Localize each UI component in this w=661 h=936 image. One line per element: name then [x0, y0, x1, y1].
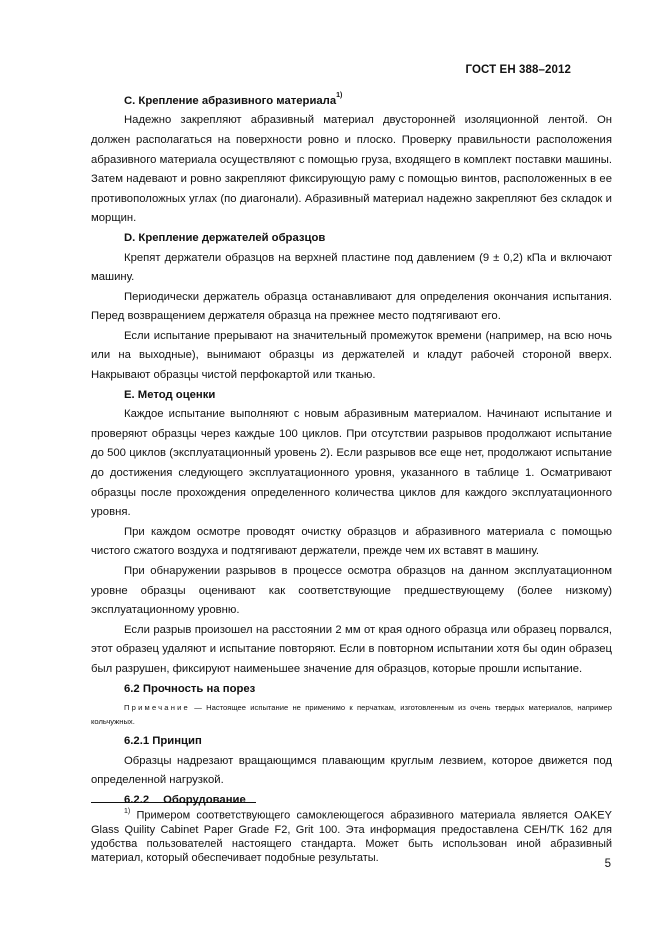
page-body: [91, 88, 612, 811]
footnote-divider: [91, 802, 256, 803]
section-c-heading: [91, 88, 612, 111]
section-6-2-1-heading: 6.2.1 Принцип: [124, 735, 202, 748]
footnote-mark: 1): [124, 808, 131, 815]
section-d-paragraph-3: Если испытание прерывают на значительный промежуток времени (например, на всю ночь или на выходные), вынимают образцы из держателей и кладут рабочей стороной вверх. Накрывают образцы чистой перфокартой или тканью.: [91, 329, 612, 382]
footnote: [91, 806, 612, 865]
section-c-title: С. Крепление абразивного материала: [124, 94, 337, 107]
section-d-heading: D. Крепление держателей образцов: [124, 231, 326, 244]
section-e-paragraph-4: Если разрыв произошел на расстоянии 2 мм от края одного образца или образец порвался, этот образец удаляют и испытание повторяют. Если в повторном испытании хотя бы один образец был разрушен, фиксируют наименьшее значение для образцов, которые прошли испытание.: [91, 623, 612, 675]
document-code: ГОСТ ЕН 388–2012: [465, 64, 571, 76]
page-number: 5: [604, 858, 611, 870]
section-c-paragraph: Надежно закрепляют абразивный материал двусторонней изоляционной лентой. Он должен располагаться на поверхности ровно и плоско. Проверку правильности расположения абразивного материала осуществляют с помощью груза, входящего в комплект поставки машины. Затем надевают и ровно закрепляют фиксирующую раму с помощью винтов, расположенных в ее противоположных углах (по диагонали). Абразивный материал надежно закрепляют без складок и морщин.: [91, 114, 612, 225]
section-6-2-2-number: 6.2.2: [124, 793, 150, 806]
section-e-paragraph-2: При каждом осмотре проводят очистку образцов и абразивного материала с помощью чистого сжатого воздуха и подтягивают держатели, прежде чем их вставят в машину.: [91, 525, 612, 558]
section-d-paragraph-2: Периодически держатель образца останавливают для определения окончания испытания. Перед возвращением держателя образца на прежнее место подтягивают его.: [91, 290, 612, 323]
note: [91, 701, 612, 729]
footnote-reference: 1): [336, 92, 343, 99]
section-d-paragraph-1: Крепят держатели образцов на верхней пластине под давлением (9 ± 0,2) кПа и включают машину.: [91, 251, 612, 284]
section-6-2-heading: 6.2 Прочность на порез: [124, 682, 256, 695]
section-6-2-1-paragraph: Образцы надрезают вращающимся плавающим круглым лезвием, которое движется под определенной нагрузкой.: [91, 754, 612, 787]
footnote-text: Примером соответствующего самоклеющегося абразивного материала является OAKEY Glass Quility Cabinet Paper Grade F2, Grit 100. Эта информация предоставлена CEH/TK 162 для удобства пользователей настоящего стандарта. Может быть использован иной абразивный материал, который обеспечивает подобные результаты.: [91, 809, 612, 865]
section-e-paragraph-3: При обнаружении разрывов в процессе осмотра образцов на данном эксплуатационном уровне образцы оценивают как соответствующие предшествующему (более низкому) эксплуатационному уровню.: [91, 565, 612, 617]
section-6-2-2-title: Оборудование: [163, 793, 246, 806]
section-e-paragraph-1: Каждое испытание выполняют с новым абразивным материалом. Начинают испытание и проверяют образцы через каждые 100 циклов. При отсутствии разрывов продолжают испытание до 500 циклов (эксплуатационный уровень 2). Если разрывов все еще нет, продолжают испытание до достижения следующего эксплуатационного уровня, указанного в таблице 1. Осматривают образцы после прохождения определенного количества циклов для каждого эксплуатационного уровня.: [91, 408, 612, 519]
note-text: — Настоящее испытание не применимо к перчаткам, изготовленным из очень твердых материалов, например кольчужных.: [91, 703, 612, 727]
section-e-heading: Е. Метод оценки: [124, 388, 216, 401]
note-label: Примечание: [124, 703, 190, 713]
